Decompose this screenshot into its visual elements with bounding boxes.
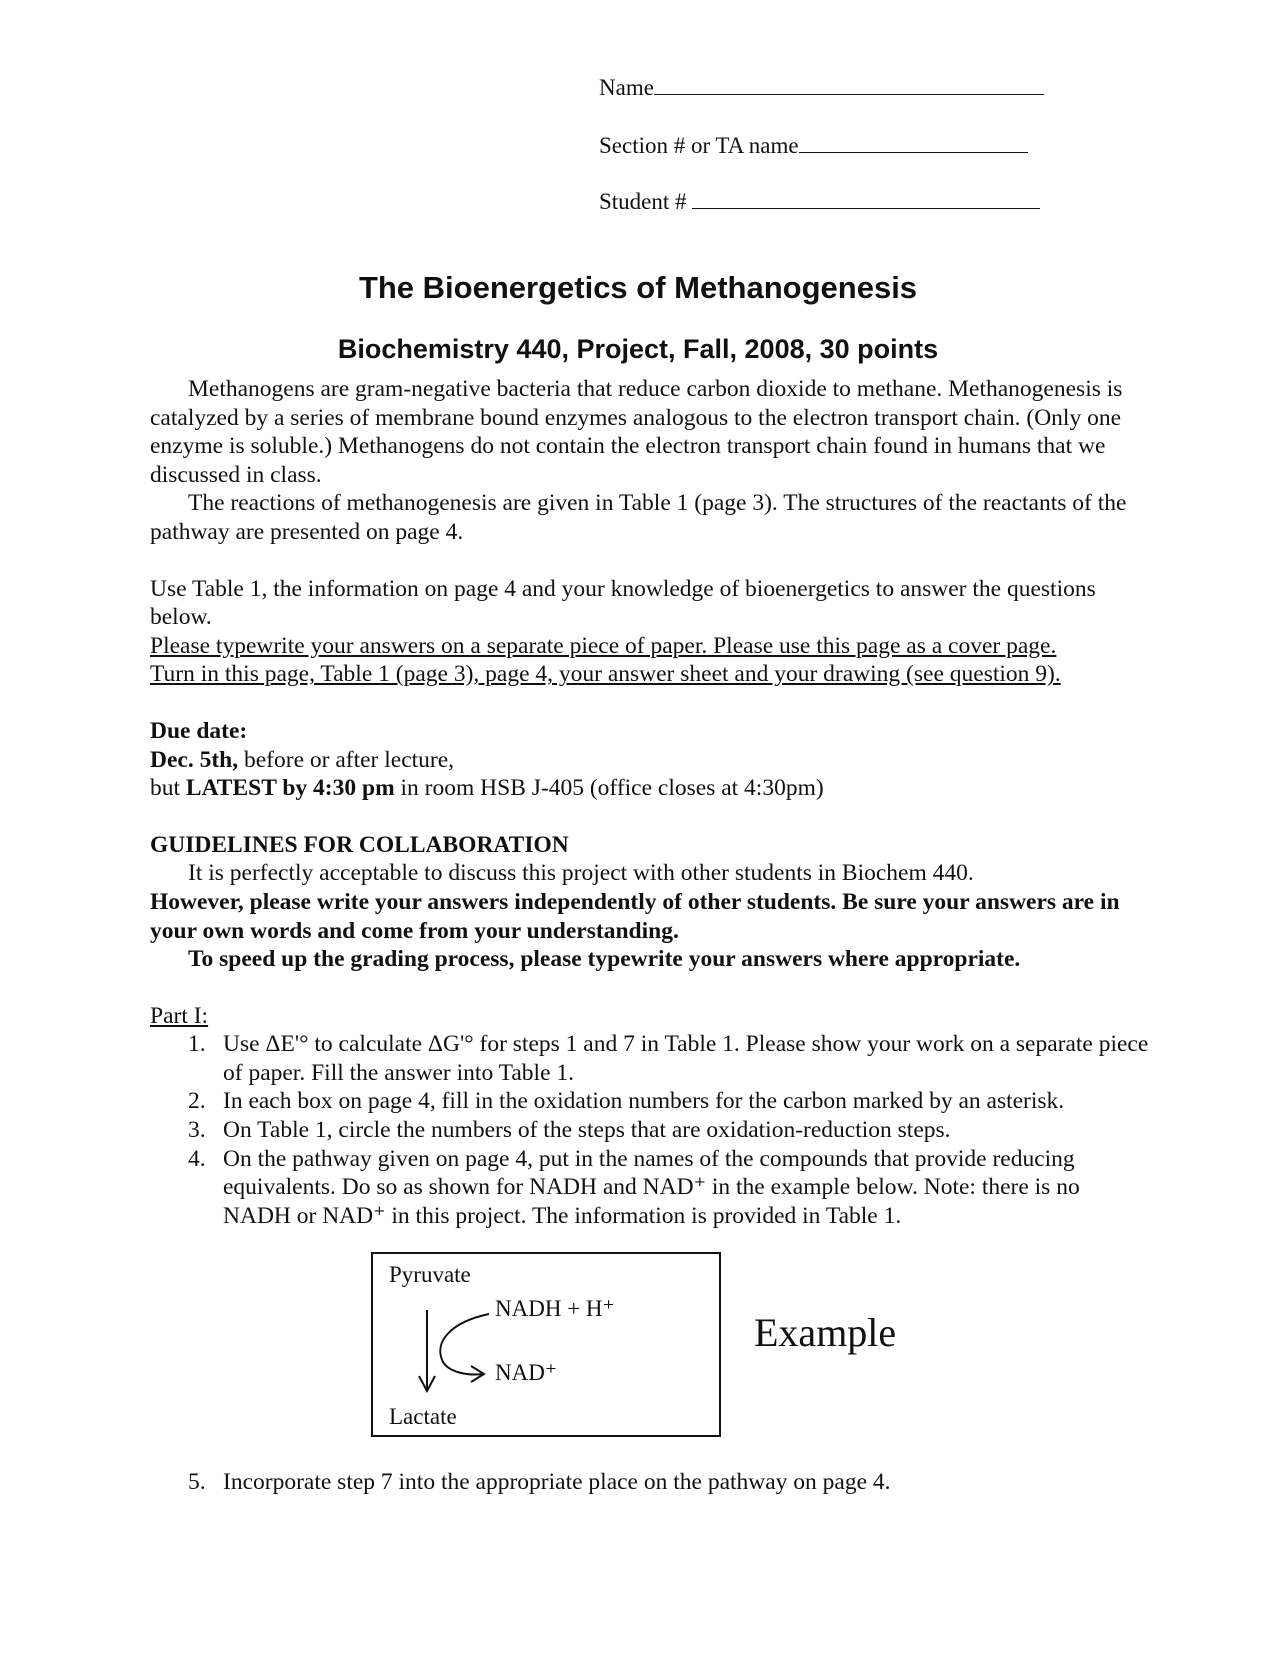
instructions-line-2: Turn in this page, Table 1 (page 3), page 4, your answer sheet and your drawing (see question 9). [150,661,1061,688]
question-text: Use ΔE'° to calculate ΔG'° for steps 1 and 7 in Table 1. Please show your work on a separate piece of paper. Fill the answer into Table 1. [223,1031,1149,1086]
question-number: 5. [188,1469,206,1495]
part-1-heading: Part I: [150,1002,209,1029]
student-number-field[interactable] [599,186,1040,216]
question-item [150,1116,1150,1145]
example-label: Example [754,1310,897,1355]
question-item [150,1468,1150,1497]
latest-pre: but [150,775,186,802]
question-item [150,1145,1150,1231]
example-pyruvate: Pyruvate [389,1262,471,1287]
latest-rest: in room HSB J-405 (office closes at 4:30pm) [394,775,824,802]
section-field[interactable] [599,130,1028,160]
example-lactate: Lactate [389,1404,457,1429]
instructions-line-1: Please typewrite your answers on a separate piece of paper. Please use this page as a cover page. [150,632,1057,659]
question-text: In each box on page 4, fill in the oxidation numbers for the carbon marked by an asterisk. [223,1088,1065,1115]
curved-arrow [440,1314,489,1375]
guidelines-heading: GUIDELINES FOR COLLABORATION [150,831,569,858]
guidelines-paragraph-2: However, please write your answers independently of other students. Be sure your answers are in your own words and come from your understanding. [150,888,1120,944]
due-date-rest: before or after lecture, [238,746,455,773]
down-arrow-head [419,1376,435,1391]
latest-line [150,774,1150,803]
section-label: Section # or TA name [599,133,799,158]
page-subtitle: Biochemistry 440, Project, Fall, 2008, 30 points [337,334,939,364]
curved-arrow-head [471,1366,484,1382]
intro-section [150,375,1150,1230]
student-number-line[interactable] [692,186,1040,209]
intro-paragraph-3: Use Table 1, the information on page 4 and your knowledge of bioenergetics to answer the questions below. [150,575,1096,631]
intro-paragraph-1: Methanogens are gram-negative bacteria that reduce carbon dioxide to methane. Methanogenesis is catalyzed by a series of membrane bound enzymes analogous to the electron transport chain. (Only one enzyme is soluble.) Methanogens do not contain the electron transport chain found in humans that we discussed in class. [150,376,1123,488]
name-line[interactable] [654,72,1044,95]
intro-paragraph-2: The reactions of methanogenesis are given in Table 1 (page 3). The structures of the reactants of the pathway are presented on page 4. [150,490,1127,545]
due-date-heading: Due date: [150,717,248,744]
question-number: 2. [188,1088,206,1115]
page-title: The Bioenergetics of Methanogenesis [358,270,918,305]
question-5-section [150,1468,1150,1497]
section-line[interactable] [799,130,1028,153]
question-number: 3. [188,1117,206,1144]
guidelines-paragraph-1: It is perfectly acceptable to discuss this project with other students in Biochem 440. [188,860,974,887]
student-number-label: Student # [599,189,687,214]
question-item [150,1087,1150,1116]
question-text: Incorporate step 7 into the appropriate place on the pathway on page 4. [223,1469,891,1495]
example-diagram-box [371,1252,721,1437]
question-list [150,1030,1150,1230]
guidelines-paragraph-3: To speed up the grading process, please typewrite your answers where appropriate. [188,946,1021,973]
question-number: 1. [188,1031,206,1058]
latest-bold: LATEST by 4:30 pm [185,775,395,802]
example-nad: NAD⁺ [495,1360,557,1385]
name-field[interactable] [599,72,1044,102]
example-nadh: NADH + H⁺ [495,1296,615,1321]
question-item [150,1030,1150,1087]
question-text: On the pathway given on page 4, put in the names of the compounds that provide reducing equivalents. Do so as shown for NADH and NAD⁺ in the example below. Note: there is no NADH or NAD⁺ in this project. The information is provided in Table 1. [223,1145,1080,1229]
name-label: Name [599,75,654,100]
question-number: 4. [188,1145,206,1172]
question-text: On Table 1, circle the numbers of the steps that are oxidation-reduction steps. [223,1117,951,1144]
question-list-continued [150,1468,1150,1497]
due-date-bold: Dec. 5th, [150,746,239,773]
due-date-line [150,746,1150,775]
